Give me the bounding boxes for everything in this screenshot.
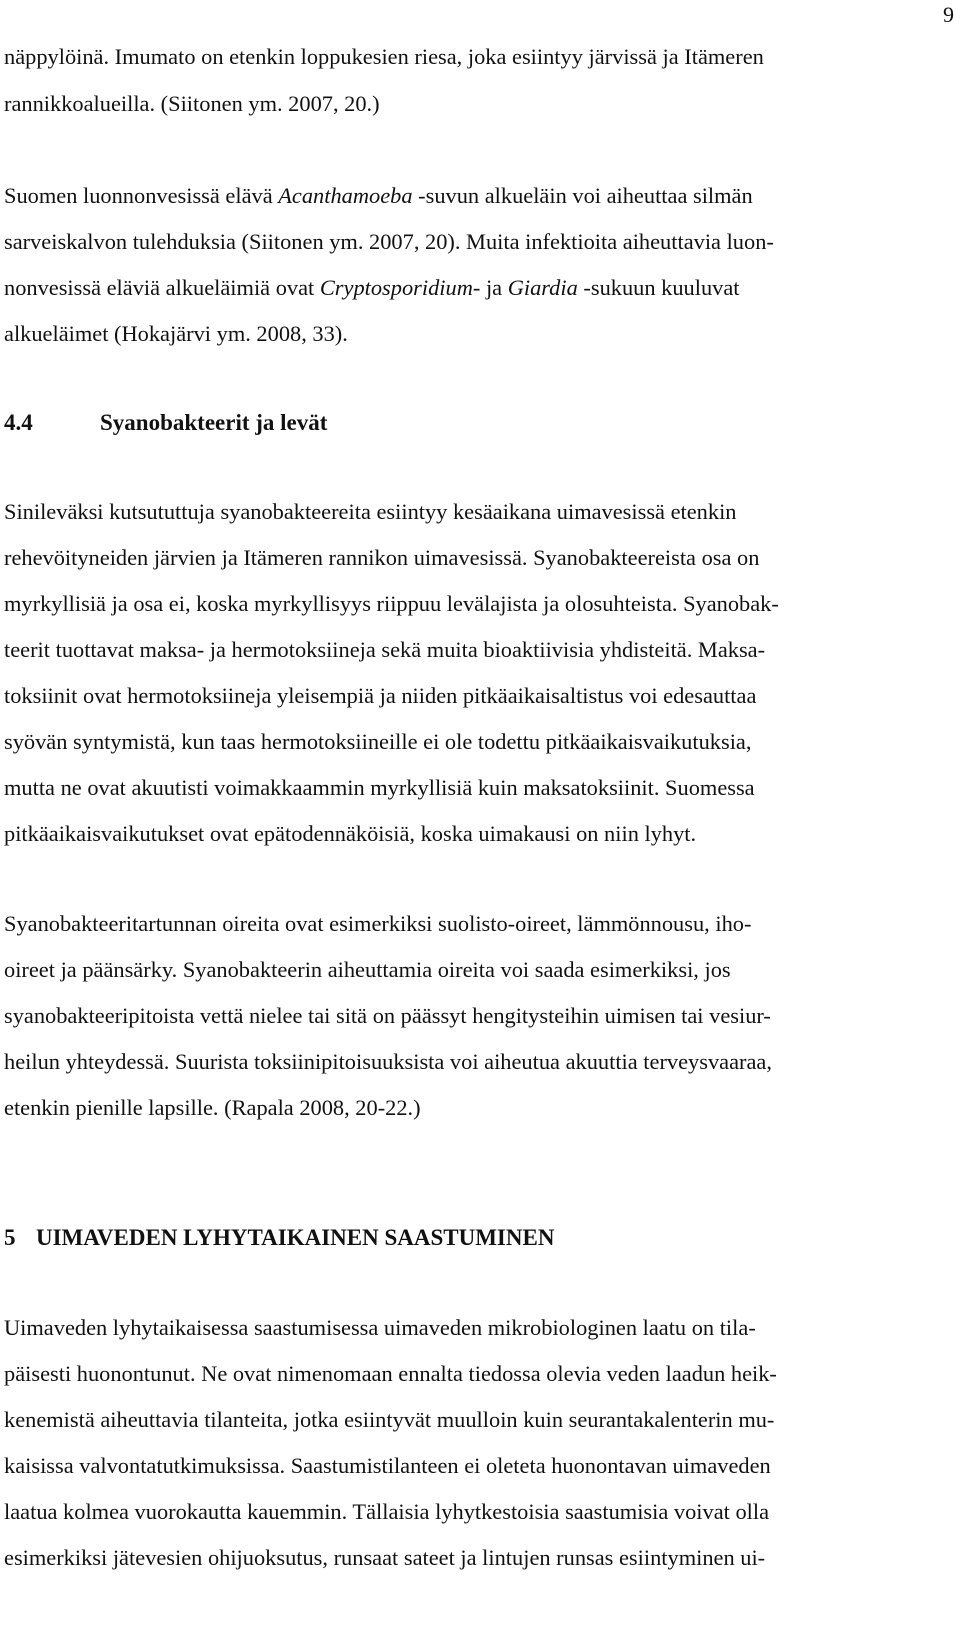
- text-run: Suomen luonnonvesissä elävä: [4, 183, 279, 208]
- text-run: ja: [480, 275, 508, 300]
- paragraph-line: Syanobakteeritartunnan oireita ovat esimerkiksi suolisto-oireet, lämmönnousu, iho-: [4, 911, 752, 936]
- paragraph-line: heilun yhteydessä. Suurista toksiinipitoisuuksista voi aiheutua akuuttia terveysvaaraa,: [4, 1049, 772, 1074]
- chapter-title: UIMAVEDEN LYHYTAIKAINEN SAASTUMINEN: [36, 1225, 555, 1250]
- paragraph-line: esimerkiksi jätevesien ohijuoksutus, runsaat sateet ja lintujen runsas esiintyminen ui-: [4, 1545, 766, 1570]
- section-title: Syanobakteerit ja levät: [100, 410, 328, 435]
- paragraph-line: päisesti huonontunut. Ne ovat nimenomaan ennalta tiedossa olevia veden laadun heik-: [4, 1361, 777, 1386]
- genus-name: Acanthamoeba: [278, 183, 413, 208]
- paragraph-line: pitkäaikaisvaikutukset ovat epätodennäköisiä, koska uimakausi on niin lyhyt.: [4, 821, 697, 846]
- paragraph-line: kaisissa valvontatutkimuksissa. Saastumistilanteen ei oleteta huonontavan uimaveden: [4, 1453, 771, 1478]
- paragraph-line: teerit tuottavat maksa- ja hermotoksiineja sekä muita bioaktiivisia yhdisteitä. Maksa-: [4, 637, 766, 662]
- chapter-number: 5: [4, 1225, 16, 1250]
- paragraph-line: toksiinit ovat hermotoksiineja yleisempiä ja niiden pitkäaikaisaltistus voi edesauttaa: [4, 683, 757, 708]
- page-number: 9: [943, 2, 954, 27]
- chapter-heading: [4, 1225, 554, 1251]
- paragraph-line: rehevöityneiden järvien ja Itämeren rannikon uimavesissä. Syanobakteereista osa on: [4, 545, 760, 570]
- paragraph-line: Sinileväksi kutsututtuja syanobakteereita esiintyy kesäaikana uimavesissä etenkin: [4, 499, 737, 524]
- paragraph-line: rannikkoalueilla. (Siitonen ym. 2007, 20.): [4, 91, 380, 116]
- genus-name: Giardia: [507, 275, 578, 300]
- paragraph-line: etenkin pienille lapsille. (Rapala 2008, 20-22.): [4, 1095, 421, 1120]
- text-run: -sukuun kuuluvat: [577, 275, 740, 300]
- paragraph-line: mutta ne ovat akuutisti voimakkaammin myrkyllisiä kuin maksatoksiinit. Suomessa: [4, 775, 755, 800]
- paragraph-line: laatua kolmea vuorokautta kauemmin. Tällaisia lyhytkestoisia saastumisia voivat olla: [4, 1499, 770, 1524]
- text-run: -suvun alkueläin voi aiheuttaa silmän: [412, 183, 753, 208]
- paragraph-line: kenemistä aiheuttavia tilanteita, jotka esiintyvät muulloin kuin seurantakalenterin mu-: [4, 1407, 775, 1432]
- text-run: nonvesissä eläviä alkueläimiä ovat: [4, 275, 320, 300]
- paragraph-line: syanobakteeripitoista vettä nielee tai sitä on päässyt hengitysteihin uimisen tai vesiur-: [4, 1003, 771, 1028]
- paragraph-line: Uimaveden lyhytaikaisessa saastumisessa uimaveden mikrobiologinen laatu on tila-: [4, 1315, 756, 1340]
- paragraph-line: näppylöinä. Imumato on etenkin loppukesien riesa, joka esiintyy järvissä ja Itämeren: [4, 44, 764, 69]
- paragraph-line: [4, 185, 753, 207]
- paragraph-line: oireet ja päänsärky. Syanobakteerin aiheuttamia oireita voi saada esimerkiksi, jos: [4, 957, 731, 982]
- paragraph-line: sarveiskalvon tulehduksia (Siitonen ym. 2007, 20). Muita infektioita aiheuttavia luon-: [4, 229, 774, 254]
- paragraph-line: alkueläimet (Hokajärvi ym. 2008, 33).: [4, 321, 348, 346]
- genus-name: Cryptosporidium-: [319, 275, 481, 300]
- section-heading: [4, 410, 327, 436]
- paragraph-line: [4, 277, 740, 299]
- paragraph-line: syövän syntymistä, kun taas hermotoksiineille ei ole todettu pitkäaikaisvaikutuksia,: [4, 729, 752, 754]
- section-number: 4.4: [4, 410, 33, 435]
- paragraph-line: myrkyllisiä ja osa ei, koska myrkyllisyys riippuu levälajista ja olosuhteista. Syanobak-: [4, 591, 779, 616]
